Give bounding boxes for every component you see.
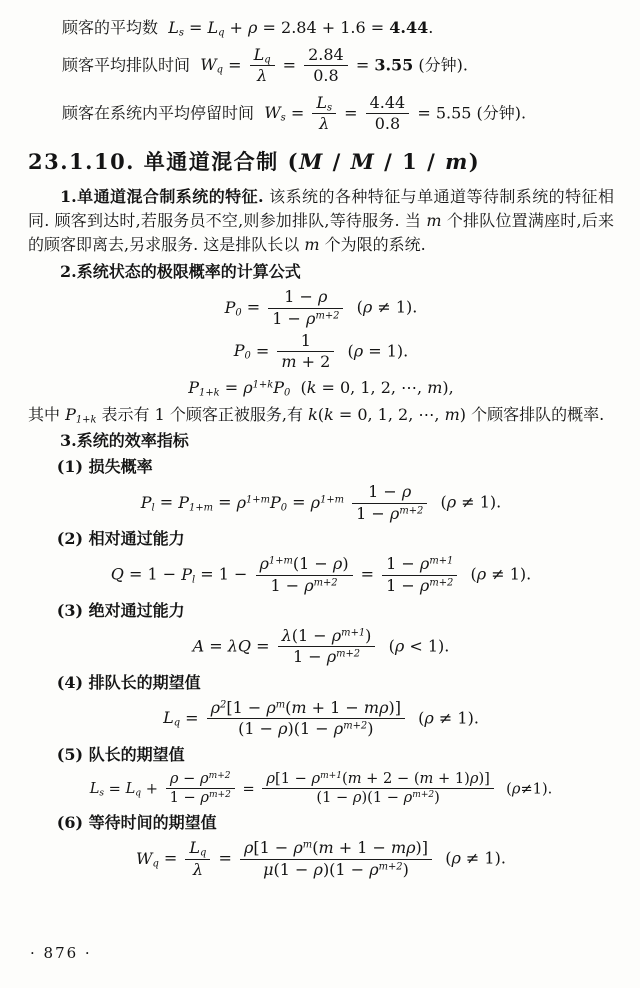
formula-system-length: $L_s = L_q$ + $\frac{\rho - \rho^{m+2}}{1 - \rho^{m+2}}$ = $\frac{\rho[1 - \rho^{m+1}(m + 2 - (m + 1)\rho)]}{(1 - \rho)(1 - \rho^{m+2})}$ (ρ≠1). (89, 769, 553, 807)
formula-wait-time: $W_q$ = $\frac{L_q}{\lambda}$ = $\frac{\rho[1 - \rho^m(m + 1 - m\rho)]}{\mu(1 - \rho)(1 - \rho^{m+2})}$ (ρ ≠ 1). (136, 838, 506, 879)
heading-limit-probabilities: 2.系统状态的极限概率的计算公式 (60, 261, 301, 281)
formula-p0-rho-eq-1: $P_0$ = $\frac{1}{m + 2}$ (ρ = 1). (233, 330, 409, 372)
formula-absolute-capacity: A = λQ = $\frac{\lambda(1 - \rho^{m+1})}{1 - \rho^{m+2}}$ (ρ < 1). (192, 626, 450, 667)
item-absolute-capacity: (3) 绝对通过能力 (56, 601, 185, 621)
result-avg-wait-time: 顾客平均排队时间 $W_q$ = $\frac{L_q}{\lambda}$ = $\frac{2.84}{0.8}$ = 3.55 (分钟). (62, 45, 468, 86)
heading-efficiency-indicators: 3.系统的效率指标 (60, 431, 189, 451)
formula-queue-length: $L_q$ = $\frac{\rho^2[1 - \rho^m(m + 1 - m\rho)]}{(1 - \rho)(1 - \rho^{m+2})}$ (ρ ≠ 1). (163, 697, 479, 739)
formula-p-1-plus-k: $P_{1+k} = \rho^{1+k}P_0$ (k = 0, 1, 2, ⋯, m), (188, 377, 454, 399)
result-avg-customers: 顾客的平均数 $L_s = L_q + \rho = 2.84 + 1.6 = 4.44$. (62, 18, 434, 39)
formula-p0-rho-ne-1: $P_0$ = $\frac{1 - \rho}{1 - \rho^{m+2}}$ (ρ ≠ 1). (224, 287, 418, 328)
result-avg-sojourn-time: 顾客在系统内平均停留时间 $W_s$ = $\frac{L_s}{\lambda}$ = $\frac{4.44}{0.8}$ = 5.55 (分钟). (62, 92, 527, 134)
item-wait-time-expectation: (6) 等待时间的期望值 (56, 813, 217, 833)
item-loss-probability: (1) 损失概率 (56, 457, 153, 477)
formula-relative-capacity: $Q = 1 - P_l = 1$ − $\frac{\rho^{1+m}(1 - \rho)}{1 - \rho^{m+2}}$ = $\frac{1 - \rho^{m+1}}{1 - \rho^{m+2}}$ (ρ ≠ 1). (110, 554, 532, 595)
item-queue-length-expectation: (4) 排队长的期望值 (56, 672, 201, 692)
formula-loss-probability: $P_l = P_{1+m} = \rho^{1+m}P_0 = \rho^{1+m}$ $\frac{1 - \rho}{1 - \rho^{m+2}}$ (ρ ≠ 1). (140, 482, 502, 523)
item-system-length-expectation: (5) 队长的期望值 (56, 744, 185, 764)
section-heading: 23.1.10. 单通道混合制 (M / M / 1 / m) (28, 148, 481, 174)
page-number: · 876 · (30, 944, 92, 962)
paragraph-explanation: 其中 $P_{1+k}$ 表示有 1 个顾客正被服务,有 k(k = 0, 1, 2, ⋯, m) 个顾客排队的概率. (28, 404, 605, 426)
item-relative-capacity: (2) 相对通过能力 (56, 529, 185, 549)
paragraph-characteristics: 1.单通道混合制系统的特征. 该系统的各种特征与单通道等待制系统的特征相同. 顾客到达时,若服务员不空,则参加排队,等待服务. 当 m 个排队位置满座时,后来的顾客即离去,另求服务. 这是排队长以 m 个为限的系统. (28, 186, 614, 255)
